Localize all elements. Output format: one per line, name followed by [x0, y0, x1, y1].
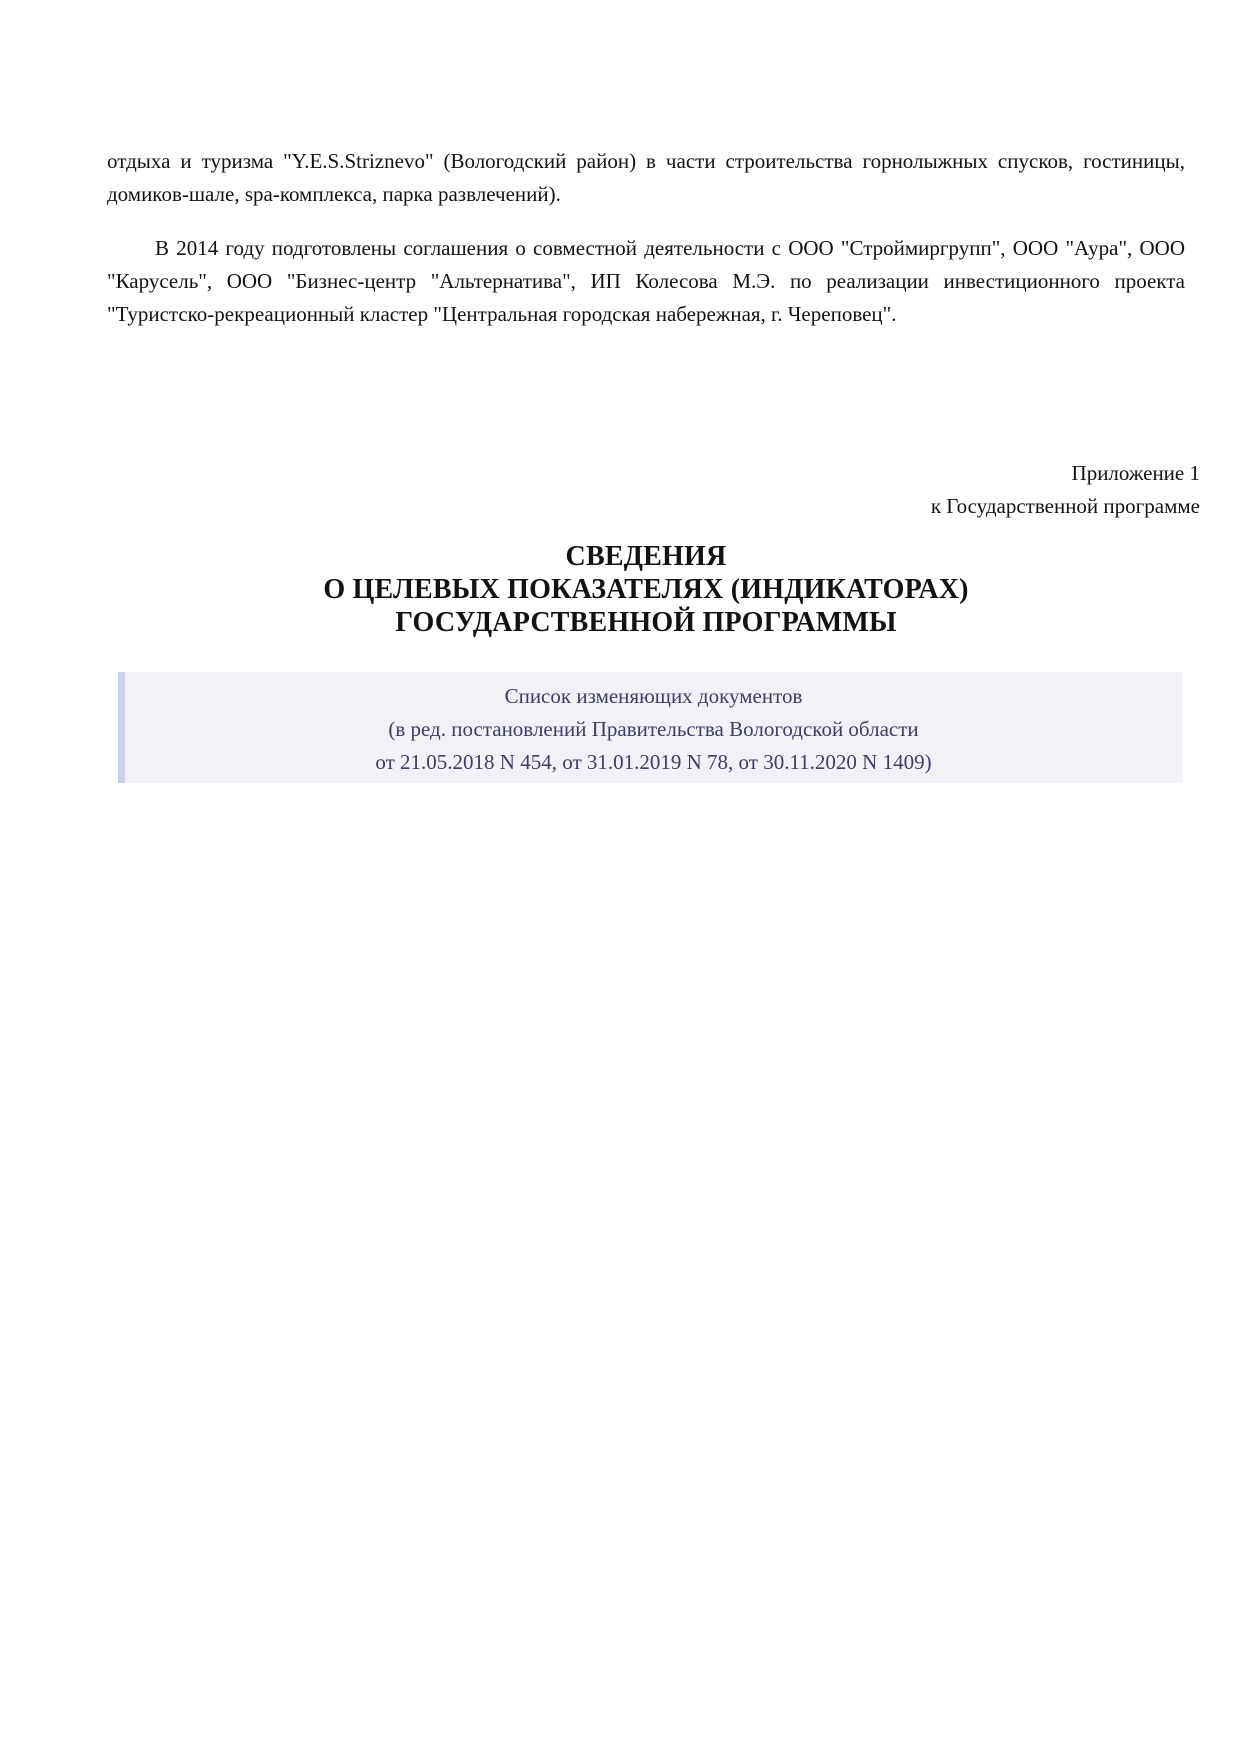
title-line-2: О ЦЕЛЕВЫХ ПОКАЗАТЕЛЯХ (ИНДИКАТОРАХ) [323, 574, 969, 605]
title-line-1: СВЕДЕНИЯ [565, 541, 727, 572]
annex-program-line: к Государственной программе [930, 494, 1200, 518]
paragraph-2014-agreements: В 2014 году подготовлены соглашения о совместной деятельности с ООО "Строймиргрупп", ООО "Аура", ООО "Карусель", ООО "Бизнес-центр "Альтернатива", ИП Колесова М.Э. по реализации инвестиционного проекта "Туристско-рекреационный кластер "Центральная городская набережная, г. Череповец". [107, 236, 1185, 326]
annex-reference [107, 457, 1200, 523]
amendments-box-edition-line: (в ред. постановлений Правительства Вологодской области [388, 717, 919, 741]
amendments-box-decrees-line: от 21.05.2018 N 454, от 31.01.2019 N 78, от 30.11.2020 N 1409) [375, 750, 932, 774]
page-title [107, 540, 1185, 639]
amendments-box-title: Список изменяющих документов [504, 684, 803, 708]
annex-number-line: Приложение 1 [1071, 461, 1200, 485]
paragraph-tourism-continuation: отдыха и туризма "Y.E.S.Striznevo" (Вологодский район) в части строительства горнолыжных спусков, гостиницы, домиков-шале, spa-комплекса, парка развлечений). [107, 149, 1185, 206]
amendments-box [118, 672, 1182, 783]
title-line-3: ГОСУДАРСТВЕННОЙ ПРОГРАММЫ [395, 607, 897, 638]
